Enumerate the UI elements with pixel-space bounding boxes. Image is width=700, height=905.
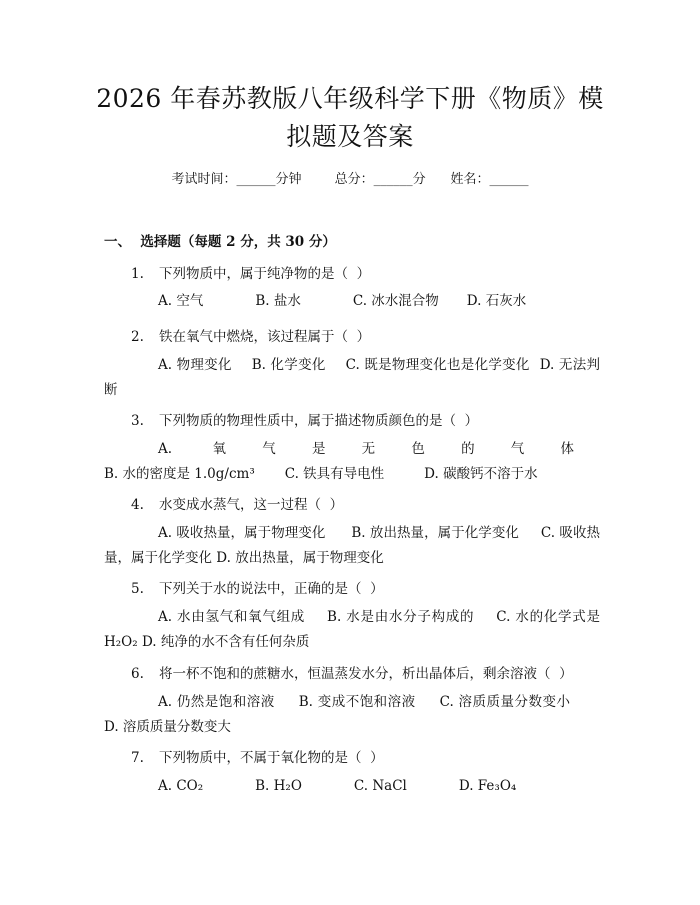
question-number: 6. [131, 666, 144, 682]
option-a: A. CO₂ [158, 778, 204, 794]
option-c: C. 溶质质量分数变小 [439, 694, 570, 710]
option-c: C. 铁具有导电性 [284, 466, 385, 482]
section-heading: 一、 选择题（每题 2 分，共 30 分） [104, 234, 336, 250]
question-stem: 下列物质中，不属于氧化物的是（ ） [159, 750, 384, 766]
question-stem: 将一杯不饱和的蔗糖水，恒温蒸发水分，析出晶体后，剩余溶液（ ） [159, 666, 573, 682]
option-c: C. 吸收热量，属于化学变化 [104, 525, 600, 566]
option-d: D. 无法判断 [104, 357, 600, 398]
question-4 [131, 493, 343, 513]
question-number: 5. [131, 581, 144, 597]
option-b: B. 水是由水分子构成的 [327, 609, 475, 625]
question-number: 2. [131, 329, 144, 345]
option-a: A. 水由氢气和氧气组成 [158, 609, 306, 625]
option-d: D. 石灰水 [466, 293, 527, 309]
question-3-options [104, 437, 600, 487]
option-d: D. 纯净的水不含有任何杂质 [141, 634, 310, 650]
option-b: B. 化学变化 [251, 357, 326, 373]
question-2 [131, 325, 370, 345]
question-7 [131, 746, 384, 766]
option-c: C. 冰水混合物 [352, 293, 439, 309]
question-6 [131, 662, 573, 682]
question-2-options [104, 353, 600, 403]
name-field: 姓名：______ [450, 172, 529, 187]
option-d: D. 溶质质量分数变大 [104, 719, 231, 735]
option-a: A. 空气 [158, 293, 204, 309]
question-number: 7. [131, 750, 144, 766]
question-7-options [104, 774, 600, 799]
exam-time-field: 考试时间：______分钟 [171, 172, 302, 187]
option-a: A. 仍然是饱和溶液 [158, 694, 275, 710]
question-stem: 水变成水蒸气，这一过程（ ） [159, 497, 344, 513]
option-d: D. 碳酸钙不溶于水 [424, 466, 538, 482]
option-d: D. 放出热量，属于物理变化 [216, 550, 384, 566]
question-number: 3. [131, 413, 144, 429]
question-number: 4. [131, 497, 144, 513]
question-stem: 下列物质的物理性质中，属于描述物质颜色的是（ ） [159, 413, 479, 429]
question-3 [131, 409, 478, 429]
option-b: B. 变成不饱和溶液 [298, 694, 416, 710]
option-a: A. 物理变化 [158, 357, 232, 373]
option-b: B. 盐水 [255, 293, 301, 309]
question-number: 1. [131, 266, 144, 282]
option-d: D. Fe₃O₄ [458, 778, 517, 794]
question-5 [131, 577, 384, 597]
exam-title-line-2: 拟题及答案 [286, 122, 414, 151]
total-score-field: 总分：______分 [334, 172, 426, 187]
exam-meta [0, 168, 700, 187]
option-a: A. 吸收热量，属于物理变化 [158, 525, 326, 541]
question-5-options [104, 605, 600, 655]
question-6-options [104, 690, 600, 740]
option-b: B. H₂O [255, 778, 302, 794]
option-c: C. NaCl [353, 778, 407, 794]
exam-title-line-1: 2026 年春苏教版八年级科学下册《物质》模 [96, 84, 604, 113]
option-b: B. 水的密度是 1.0g/cm³ [104, 466, 255, 482]
question-4-options [104, 521, 600, 571]
question-1-options [104, 289, 600, 314]
option-b: B. 放出热量，属于化学变化 [351, 525, 519, 541]
question-stem: 铁在氧气中燃烧，该过程属于（ ） [159, 329, 371, 345]
question-stem: 下列关于水的说法中，正确的是（ ） [159, 581, 384, 597]
option-a: A. 氧气是无色的气体 [158, 441, 574, 457]
option-c: C. 水的化学式是 H₂O₂ [104, 609, 600, 650]
question-stem: 下列物质中，属于纯净物的是（ ） [159, 266, 371, 282]
question-1 [131, 262, 370, 282]
option-c: C. 既是物理变化也是化学变化 [345, 357, 530, 373]
